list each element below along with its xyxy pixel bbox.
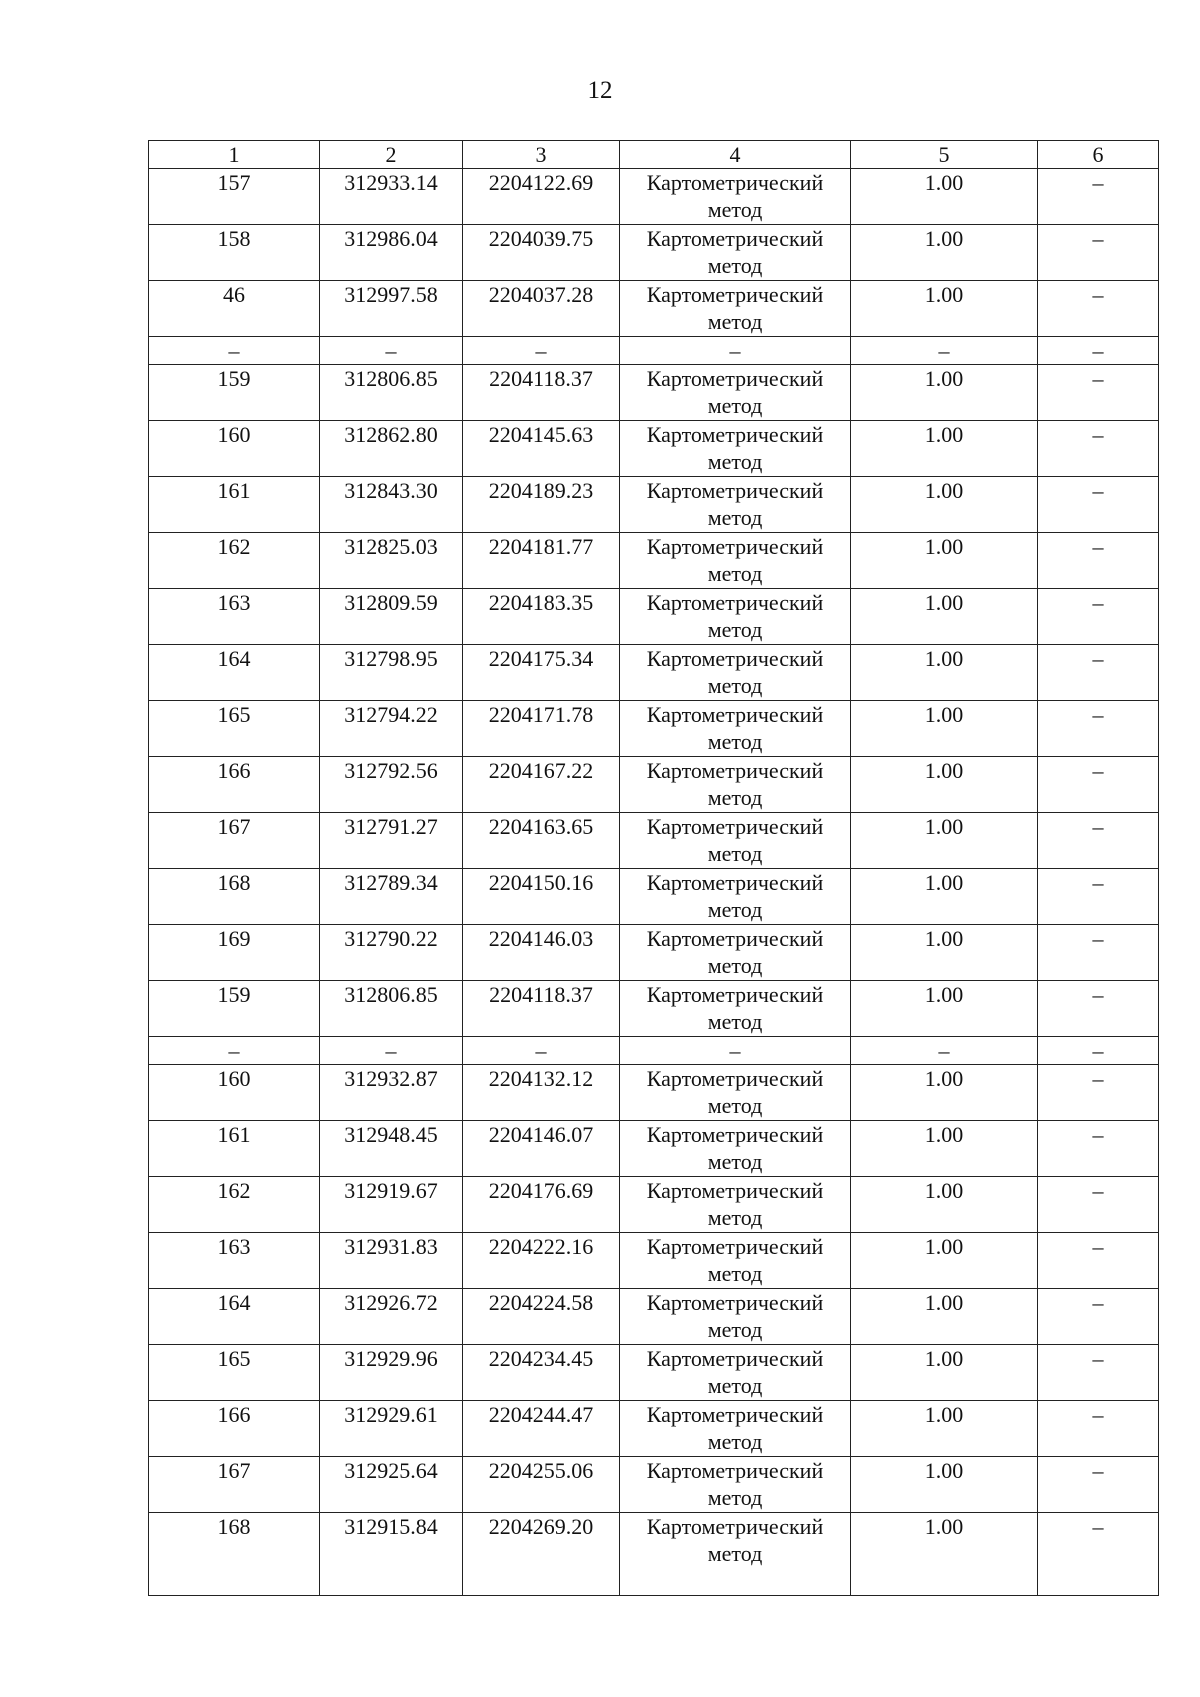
separator-cell: –	[851, 1037, 1038, 1065]
point-number-cell: 162	[149, 533, 320, 589]
accuracy-cell: 1.00	[851, 477, 1038, 533]
column-header: 1	[149, 141, 320, 169]
y-coordinate-cell: 2204118.37	[463, 365, 620, 421]
table-row	[149, 169, 1159, 225]
accuracy-cell: 1.00	[851, 1345, 1038, 1401]
accuracy-cell: 1.00	[851, 645, 1038, 701]
note-cell: –	[1038, 1457, 1159, 1513]
x-coordinate-cell: 312798.95	[320, 645, 463, 701]
method-cell: Картометрический метод	[620, 225, 851, 281]
method-cell: Картометрический метод	[620, 869, 851, 925]
point-number-cell: 169	[149, 925, 320, 981]
accuracy-cell: 1.00	[851, 1233, 1038, 1289]
table-row	[149, 1177, 1159, 1233]
y-coordinate-cell: 2204224.58	[463, 1289, 620, 1345]
table-row	[149, 225, 1159, 281]
table-row	[149, 421, 1159, 477]
note-cell: –	[1038, 1065, 1159, 1121]
method-cell: Картометрический метод	[620, 365, 851, 421]
note-cell: –	[1038, 869, 1159, 925]
y-coordinate-cell: 2204146.07	[463, 1121, 620, 1177]
y-coordinate-cell: 2204244.47	[463, 1401, 620, 1457]
separator-cell: –	[463, 337, 620, 365]
point-number-cell: 164	[149, 1289, 320, 1345]
table-row	[149, 925, 1159, 981]
method-cell: Картометрический метод	[620, 421, 851, 477]
note-cell: –	[1038, 281, 1159, 337]
accuracy-cell: 1.00	[851, 1401, 1038, 1457]
table-row	[149, 701, 1159, 757]
accuracy-cell: 1.00	[851, 1177, 1038, 1233]
table-row	[149, 645, 1159, 701]
point-number-cell: 46	[149, 281, 320, 337]
empty-cell	[620, 1568, 851, 1596]
y-coordinate-cell: 2204146.03	[463, 925, 620, 981]
note-cell: –	[1038, 981, 1159, 1037]
y-coordinate-cell: 2204118.37	[463, 981, 620, 1037]
y-coordinate-cell: 2204222.16	[463, 1233, 620, 1289]
accuracy-cell: 1.00	[851, 1457, 1038, 1513]
x-coordinate-cell: 312862.80	[320, 421, 463, 477]
page-number: 12	[587, 77, 613, 104]
note-cell: –	[1038, 365, 1159, 421]
y-coordinate-cell: 2204176.69	[463, 1177, 620, 1233]
point-number-cell: 164	[149, 645, 320, 701]
x-coordinate-cell: 312925.64	[320, 1457, 463, 1513]
table-row	[149, 1065, 1159, 1121]
accuracy-cell: 1.00	[851, 1513, 1038, 1569]
table-row	[149, 1121, 1159, 1177]
y-coordinate-cell: 2204183.35	[463, 589, 620, 645]
method-cell: Картометрический метод	[620, 1401, 851, 1457]
point-number-cell: 159	[149, 981, 320, 1037]
empty-cell	[149, 1568, 320, 1596]
y-coordinate-cell: 2204269.20	[463, 1513, 620, 1569]
method-cell: Картометрический метод	[620, 1121, 851, 1177]
point-number-cell: 161	[149, 1121, 320, 1177]
empty-cell	[320, 1568, 463, 1596]
table-row	[149, 813, 1159, 869]
accuracy-cell: 1.00	[851, 1065, 1038, 1121]
column-header: 2	[320, 141, 463, 169]
accuracy-cell: 1.00	[851, 869, 1038, 925]
column-header: 5	[851, 141, 1038, 169]
method-cell: Картометрический метод	[620, 1177, 851, 1233]
empty-cell	[1038, 1568, 1159, 1596]
method-cell: Картометрический метод	[620, 533, 851, 589]
empty-cell	[851, 1568, 1038, 1596]
method-cell: Картометрический метод	[620, 645, 851, 701]
x-coordinate-cell: 312791.27	[320, 813, 463, 869]
note-cell: –	[1038, 225, 1159, 281]
separator-cell: –	[320, 1037, 463, 1065]
accuracy-cell: 1.00	[851, 281, 1038, 337]
point-number-cell: 163	[149, 1233, 320, 1289]
y-coordinate-cell: 2204145.63	[463, 421, 620, 477]
x-coordinate-cell: 312933.14	[320, 169, 463, 225]
method-cell: Картометрический метод	[620, 281, 851, 337]
x-coordinate-cell: 312919.67	[320, 1177, 463, 1233]
y-coordinate-cell: 2204255.06	[463, 1457, 620, 1513]
point-number-cell: 161	[149, 477, 320, 533]
separator-cell: –	[620, 337, 851, 365]
y-coordinate-cell: 2204132.12	[463, 1065, 620, 1121]
point-number-cell: 167	[149, 1457, 320, 1513]
method-cell: Картометрический метод	[620, 981, 851, 1037]
separator-cell: –	[149, 337, 320, 365]
table-row	[149, 1345, 1159, 1401]
accuracy-cell: 1.00	[851, 813, 1038, 869]
table-row	[149, 1401, 1159, 1457]
note-cell: –	[1038, 1513, 1159, 1569]
accuracy-cell: 1.00	[851, 757, 1038, 813]
accuracy-cell: 1.00	[851, 1289, 1038, 1345]
table-row	[149, 533, 1159, 589]
y-coordinate-cell: 2204181.77	[463, 533, 620, 589]
note-cell: –	[1038, 1121, 1159, 1177]
note-cell: –	[1038, 533, 1159, 589]
x-coordinate-cell: 312792.56	[320, 757, 463, 813]
separator-cell: –	[1038, 1037, 1159, 1065]
separator-row	[149, 337, 1159, 365]
point-number-cell: 165	[149, 701, 320, 757]
table-row	[149, 365, 1159, 421]
note-cell: –	[1038, 1401, 1159, 1457]
y-coordinate-cell: 2204150.16	[463, 869, 620, 925]
x-coordinate-cell: 312926.72	[320, 1289, 463, 1345]
table-row	[149, 1233, 1159, 1289]
separator-row	[149, 1037, 1159, 1065]
point-number-cell: 163	[149, 589, 320, 645]
y-coordinate-cell: 2204189.23	[463, 477, 620, 533]
separator-cell: –	[620, 1037, 851, 1065]
table-row	[149, 477, 1159, 533]
x-coordinate-cell: 312806.85	[320, 981, 463, 1037]
method-cell: Картометрический метод	[620, 1233, 851, 1289]
method-cell: Картометрический метод	[620, 701, 851, 757]
accuracy-cell: 1.00	[851, 365, 1038, 421]
accuracy-cell: 1.00	[851, 981, 1038, 1037]
note-cell: –	[1038, 421, 1159, 477]
point-number-cell: 165	[149, 1345, 320, 1401]
accuracy-cell: 1.00	[851, 225, 1038, 281]
y-coordinate-cell: 2204163.65	[463, 813, 620, 869]
note-cell: –	[1038, 477, 1159, 533]
accuracy-cell: 1.00	[851, 925, 1038, 981]
y-coordinate-cell: 2204037.28	[463, 281, 620, 337]
accuracy-cell: 1.00	[851, 169, 1038, 225]
x-coordinate-cell: 312825.03	[320, 533, 463, 589]
y-coordinate-cell: 2204122.69	[463, 169, 620, 225]
note-cell: –	[1038, 169, 1159, 225]
point-number-cell: 158	[149, 225, 320, 281]
table-row	[149, 869, 1159, 925]
method-cell: Картометрический метод	[620, 169, 851, 225]
table-row	[149, 281, 1159, 337]
method-cell: Картометрический метод	[620, 1065, 851, 1121]
separator-cell: –	[463, 1037, 620, 1065]
empty-cell	[463, 1568, 620, 1596]
separator-cell: –	[851, 337, 1038, 365]
y-coordinate-cell: 2204167.22	[463, 757, 620, 813]
y-coordinate-cell: 2204039.75	[463, 225, 620, 281]
point-number-cell: 168	[149, 1513, 320, 1569]
column-header: 4	[620, 141, 851, 169]
table-bottom-spacer	[149, 1568, 1159, 1596]
x-coordinate-cell: 312790.22	[320, 925, 463, 981]
note-cell: –	[1038, 757, 1159, 813]
point-number-cell: 157	[149, 169, 320, 225]
note-cell: –	[1038, 701, 1159, 757]
point-number-cell: 168	[149, 869, 320, 925]
separator-cell: –	[149, 1037, 320, 1065]
x-coordinate-cell: 312794.22	[320, 701, 463, 757]
point-number-cell: 166	[149, 757, 320, 813]
method-cell: Картометрический метод	[620, 757, 851, 813]
note-cell: –	[1038, 1177, 1159, 1233]
method-cell: Картометрический метод	[620, 1457, 851, 1513]
x-coordinate-cell: 312948.45	[320, 1121, 463, 1177]
table-row	[149, 757, 1159, 813]
method-cell: Картометрический метод	[620, 813, 851, 869]
x-coordinate-cell: 312929.96	[320, 1345, 463, 1401]
point-number-cell: 167	[149, 813, 320, 869]
coordinates-table	[148, 140, 1159, 1596]
y-coordinate-cell: 2204175.34	[463, 645, 620, 701]
x-coordinate-cell: 312932.87	[320, 1065, 463, 1121]
note-cell: –	[1038, 925, 1159, 981]
y-coordinate-cell: 2204234.45	[463, 1345, 620, 1401]
point-number-cell: 160	[149, 421, 320, 477]
table-row	[149, 1457, 1159, 1513]
point-number-cell: 166	[149, 1401, 320, 1457]
accuracy-cell: 1.00	[851, 1121, 1038, 1177]
note-cell: –	[1038, 1233, 1159, 1289]
x-coordinate-cell: 312843.30	[320, 477, 463, 533]
x-coordinate-cell: 312789.34	[320, 869, 463, 925]
point-number-cell: 160	[149, 1065, 320, 1121]
accuracy-cell: 1.00	[851, 701, 1038, 757]
note-cell: –	[1038, 1289, 1159, 1345]
method-cell: Картометрический метод	[620, 589, 851, 645]
method-cell: Картометрический метод	[620, 1289, 851, 1345]
note-cell: –	[1038, 589, 1159, 645]
point-number-cell: 162	[149, 1177, 320, 1233]
method-cell: Картометрический метод	[620, 925, 851, 981]
method-cell: Картометрический метод	[620, 1513, 851, 1569]
method-cell: Картометрический метод	[620, 477, 851, 533]
column-header: 6	[1038, 141, 1159, 169]
x-coordinate-cell: 312929.61	[320, 1401, 463, 1457]
separator-cell: –	[320, 337, 463, 365]
x-coordinate-cell: 312809.59	[320, 589, 463, 645]
x-coordinate-cell: 312806.85	[320, 365, 463, 421]
note-cell: –	[1038, 813, 1159, 869]
table-row	[149, 1289, 1159, 1345]
accuracy-cell: 1.00	[851, 589, 1038, 645]
method-cell: Картометрический метод	[620, 1345, 851, 1401]
x-coordinate-cell: 312915.84	[320, 1513, 463, 1569]
y-coordinate-cell: 2204171.78	[463, 701, 620, 757]
table-row	[149, 981, 1159, 1037]
point-number-cell: 159	[149, 365, 320, 421]
separator-cell: –	[1038, 337, 1159, 365]
table-row	[149, 1513, 1159, 1569]
table-row	[149, 589, 1159, 645]
accuracy-cell: 1.00	[851, 421, 1038, 477]
x-coordinate-cell: 312986.04	[320, 225, 463, 281]
note-cell: –	[1038, 1345, 1159, 1401]
table-header-row	[149, 141, 1159, 169]
note-cell: –	[1038, 645, 1159, 701]
column-header: 3	[463, 141, 620, 169]
x-coordinate-cell: 312931.83	[320, 1233, 463, 1289]
x-coordinate-cell: 312997.58	[320, 281, 463, 337]
accuracy-cell: 1.00	[851, 533, 1038, 589]
